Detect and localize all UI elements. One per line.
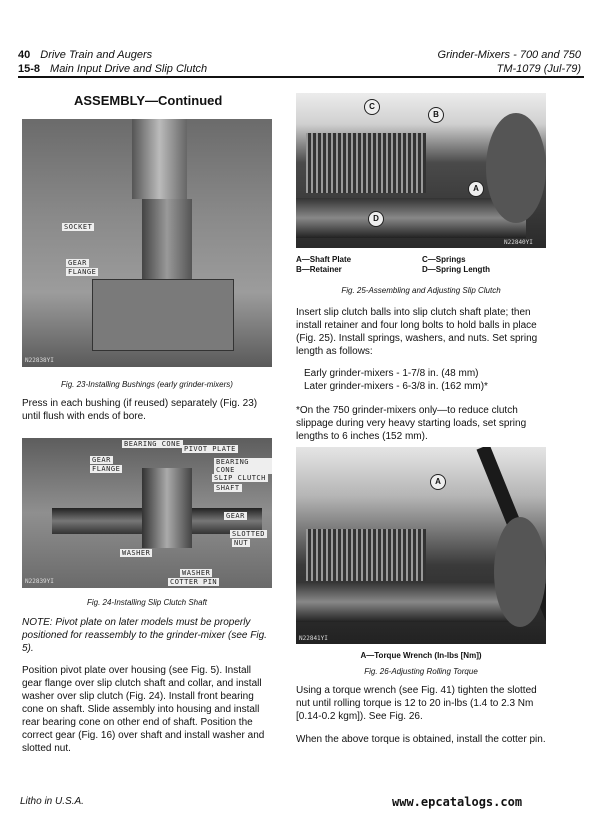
fig25-caption: Fig. 25-Assembling and Adjusting Slip Clutch — [341, 286, 501, 295]
fig24-label-cotter-pin: COTTER PIN — [170, 578, 218, 586]
note-pivot-plate: NOTE: Pivot plate on later models must be properly positioned for reassembly to the grinder-mixer (see Fig. 5). — [22, 617, 267, 654]
footer-litho: Litho in U.S.A. — [20, 796, 84, 807]
fig24-label-washer: WASHER — [122, 549, 151, 557]
fig26-legend-a: A—Torque Wrench (In-lbs [Nm]) — [360, 651, 482, 660]
fig26-springs — [306, 529, 426, 581]
para-torque: Using a torque wrench (see Fig. 41) tighten the slotted nut until rolling torque is 12 to 20 in-lbs (1.4 to 2.3 Nm [0.14-0.2 kgm]). See Fig. 26. — [296, 685, 537, 722]
para-insert: Insert slip clutch balls into slip clutch shaft plate; then install retainer and four long bolts to hold balls in place (Fig. 25). Install springs, washers, and nuts. Set spring length as follows: — [296, 307, 538, 357]
fig24-label-slotted: SLOTTED — [232, 530, 266, 538]
fig25-legend-d: D—Spring Length — [422, 265, 490, 274]
fig24-label-bearing-cone: BEARING CONE — [124, 440, 181, 448]
fig24-code: N22839YI — [25, 578, 54, 585]
fig24-photo — [22, 438, 272, 588]
fig26-gear — [494, 517, 546, 627]
fig23-label-socket: SOCKET — [64, 223, 93, 231]
fig23-photo — [22, 119, 272, 367]
fig25-callout-d: D — [368, 211, 384, 227]
fig25-housing — [296, 198, 526, 238]
page-number: 40 — [18, 49, 31, 61]
fig25-gear — [486, 113, 546, 223]
fig24-caption: Fig. 24-Installing Slip Clutch Shaft — [86, 598, 208, 607]
para-bushing: Press in each bushing (if reused) separately (Fig. 23) until flush with ends of bore. — [22, 398, 258, 422]
header-rule — [18, 76, 584, 78]
para-750: *On the 750 grinder-mixers only—to reduce clutch slippage during very heavy starting loads, set spring lengths to 6 inches (152 mm). — [296, 405, 527, 442]
fig25-legend-b: B—Retainer — [296, 265, 342, 274]
fig24-label-nut: NUT — [234, 539, 249, 547]
header-left-row2 — [18, 62, 207, 76]
manual-number: TM-1079 (Jul-79) — [496, 63, 581, 75]
fig26-code: N22841YI — [299, 635, 328, 642]
chapter-title: Drive Train and Augers — [40, 49, 153, 61]
fig25-callout-c: C — [364, 99, 380, 115]
fig25-legend-c: C—Springs — [422, 255, 466, 264]
fig26-photo — [296, 447, 546, 644]
fig24-slip-clutch — [142, 468, 192, 548]
manual-title: Grinder-Mixers - 700 and 750 — [437, 49, 581, 61]
header-left-row1 — [18, 48, 152, 62]
fig23-flange — [92, 279, 234, 351]
fig23-label-gear: GEAR — [68, 259, 87, 267]
fig25-photo — [296, 93, 546, 248]
watermark: www.epcatalogs.com — [392, 795, 523, 809]
fig25-code: N22840YI — [504, 239, 533, 246]
fig24-label-gear: GEAR — [92, 456, 111, 464]
fig24-label-flange: FLANGE — [92, 465, 121, 473]
section-title-header: Main Input Drive and Slip Clutch — [50, 63, 208, 75]
fig24-label-gear-2: GEAR — [226, 512, 245, 520]
fig23-code: N22838YI — [25, 357, 54, 364]
fig26-housing — [296, 582, 526, 622]
spring-later: Later grinder-mixers - 6-3/8 in. (162 mm)* — [304, 381, 488, 392]
fig23-label-flange: FLANGE — [68, 268, 97, 276]
fig23-caption: Fig. 23-Installing Bushings (early grinder-mixers) — [61, 380, 233, 389]
fig24-label-bearing-cone-2: BEARING CONE — [214, 458, 272, 474]
fig24-label-slip-clutch: SLIP CLUTCH — [214, 474, 266, 482]
fig25-callout-a: A — [468, 181, 484, 197]
fig26-caption: Fig. 26-Adjusting Rolling Torque — [364, 667, 478, 676]
fig26-callout-a: A — [430, 474, 446, 490]
fig24-label-washer-2: WASHER — [182, 569, 211, 577]
fig23-shaft — [132, 119, 187, 199]
spring-early: Early grinder-mixers - 1-7/8 in. (48 mm) — [304, 368, 479, 379]
para-cotter: When the above torque is obtained, install the cotter pin. — [296, 734, 546, 745]
para-position: Position pivot plate over housing (see Fig. 5). Install gear flange over slip clutch shaft and collar, and install washer over slip clutch (Fig. 24). Install front bearing cone on shaft. Slide assembly into housing and install rear bearing cone on other end of shaft. Position the correct gear (Fig. 16) over shaft and install washer and slotted nut. — [22, 665, 265, 754]
fig25-callout-b: B — [428, 107, 444, 123]
fig25-legend-a: A—Shaft Plate — [296, 255, 352, 264]
fig24-label-shaft: SHAFT — [216, 484, 240, 492]
fig24-label-pivot-plate: PIVOT PLATE — [184, 445, 236, 453]
section-number: 15-8 — [18, 63, 41, 75]
section-heading: ASSEMBLY—Continued — [74, 93, 223, 108]
fig25-springs — [306, 133, 426, 193]
